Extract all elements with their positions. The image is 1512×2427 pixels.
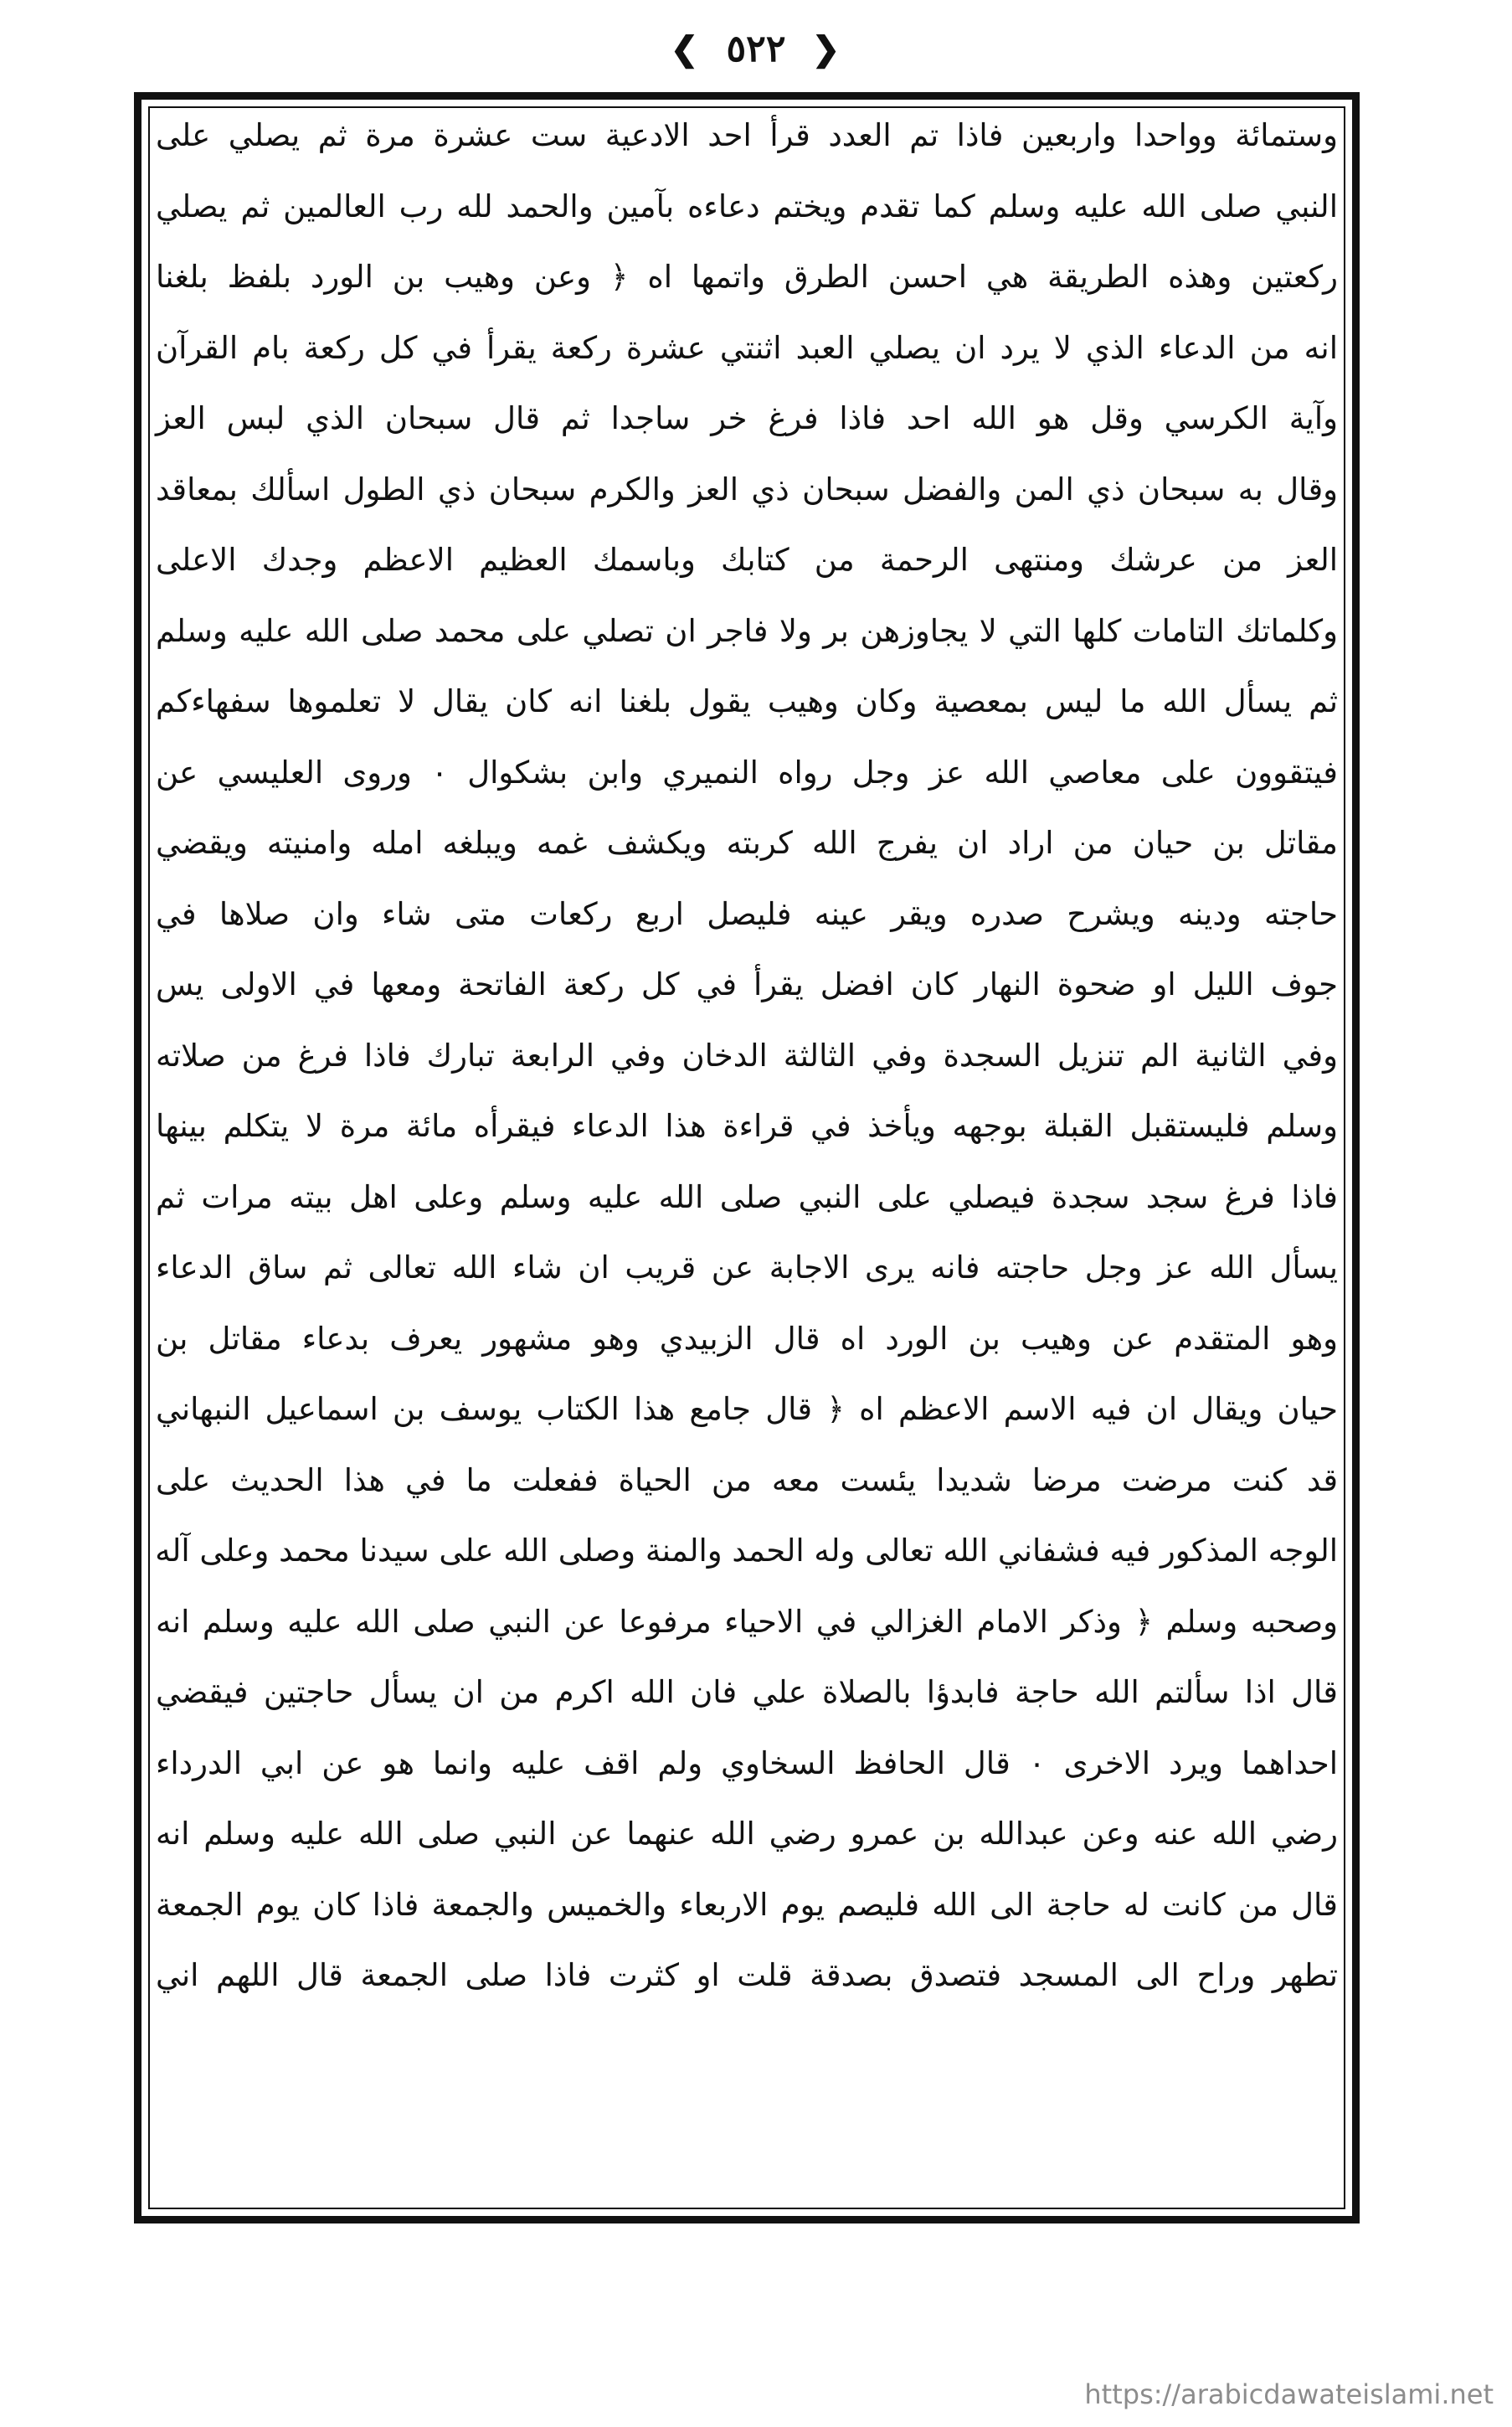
text-line: وهو المتقدم عن وهيب بن الورد اه قال الزبيدي وهو مشهور يعرف بدعاء مقاتل بن <box>156 1320 1338 1357</box>
text-line: حاجته ودينه ويشرح صدره ويقر عينه فليصل اربع ركعات متى شاء وان صلاها في <box>156 895 1338 932</box>
text-line: تطهر وراح الى المسجد فتصدق بصدقة قلت او كثرت فاذا صلى الجمعة قال اللهم اني <box>156 1957 1339 1993</box>
ornament-right-icon: ❯ <box>811 29 842 69</box>
text-line: حيان ويقال ان فيه الاسم الاعظم اه ﴿ قال جامع هذا الكتاب يوسف بن اسماعيل النبهاني <box>156 1391 1338 1427</box>
text-line: جوف الليل او ضحوة النهار كان افضل يقرأ في كل ركعة الفاتحة ومعها في الاولى يس <box>156 966 1338 1002</box>
text-line: الوجه المذكور فيه فشفاني الله تعالى وله الحمد والمنة وصلى الله على سيدنا محمد وعلى آله <box>155 1533 1338 1569</box>
text-line: فيتقوون على معاصي الله عز وجل رواه النميري وابن بشكوال ٠ وروى العليسي عن <box>156 754 1338 791</box>
text-line: فاذا فرغ سجد سجدة فيصلي على النبي صلى الله عليه وسلم وعلى اهل بيته مرات ثم <box>156 1178 1338 1215</box>
ornament-left-icon: ❮ <box>670 29 701 69</box>
text-line: قد كنت مرضت مرضا شديدا يئست معه من الحياة ففعلت ما في هذا الحديث على <box>156 1461 1339 1498</box>
text-line: وكلماتك التامات كلها التي لا يجاوزهن بر ولا فاجر ان تصلي على محمد صلى الله عليه وسلم <box>156 612 1338 649</box>
text-line: العز من عرشك ومنتهى الرحمة من كتابك وباسمك العظيم الاعظم وجدك الاعلى <box>156 542 1338 578</box>
text-line: وفي الثانية الم تنزيل السجدة وفي الثالثة الدخان وفي الرابعة تبارك فاذا فرغ من صلاته <box>156 1037 1338 1074</box>
page-number-header <box>0 25 1512 70</box>
text-line: احداهما ويرد الاخرى ٠ قال الحافظ السخاوي ولم اقف عليه وانما هو عن ابي الدرداء <box>156 1744 1338 1781</box>
text-line: وقال به سبحان ذي المن والفضل سبحان ذي العز والكرم سبحان ذي الطول اسألك بمعاقد <box>156 471 1339 508</box>
text-line: انه من الدعاء الذي لا يرد ان يصلي العبد اثنتي عشرة ركعة يقرأ في كل ركعة بام القرآن <box>156 329 1338 366</box>
body-text <box>151 100 1343 2012</box>
text-line: وصحبه وسلم ﴿ وذكر الامام الغزالي في الاحياء مرفوعا عن النبي صلى الله عليه وسلم انه <box>156 1603 1338 1640</box>
text-line: وسلم فليستقبل القبلة بوجهه ويأخذ في قراءة هذا الدعاء فيقرأه مائة مرة لا يتكلم بينها <box>156 1108 1338 1144</box>
text-line: مقاتل بن حيان من اراد ان يفرج الله كربته ويكشف غمه ويبلغه امله وامنيته ويقضي <box>156 825 1338 861</box>
text-line: النبي صلى الله عليه وسلم كما تقدم ويختم دعاءه بآمين والحمد لله رب العالمين ثم يصلي <box>156 188 1338 224</box>
text-line: يسأل الله عز وجل حاجته فانه يرى الاجابة عن قريب ان شاء الله تعالى ثم ساق الدعاء <box>156 1250 1338 1286</box>
text-line: قال اذا سألتم الله حاجة فابدؤا بالصلاة علي فان الله اكرم من ان يسأل حاجتين فيقضي <box>156 1674 1338 1710</box>
source-url[interactable]: https://arabicdawateislami.net <box>1084 2378 1494 2410</box>
text-line: قال من كانت له حاجة الى الله فليصم يوم الاربعاء والخميس والجمعة فاذا كان يوم الجمعة <box>156 1886 1338 1923</box>
text-line: وآية الكرسي وقل هو الله احد فاذا فرغ خر ساجدا ثم قال سبحان الذي لبس العز <box>156 400 1338 436</box>
text-line: ركعتين وهذه الطريقة هي احسن الطرق واتمها اه ﴿ وعن وهيب بن الورد بلفظ بلغنا <box>156 259 1338 295</box>
text-line: ثم يسأل الله ما ليس بمعصية وكان وهيب يقول بلغنا انه كان يقال لا تعلموها سفهاءكم <box>156 683 1338 719</box>
page-number: ٥٢٢ <box>726 28 786 70</box>
text-line: رضي الله عنه وعن عبدالله بن عمرو رضي الله عنهما عن النبي صلى الله عليه وسلم انه <box>156 1816 1338 1852</box>
text-line: وستمائة وواحدا واربعين فاذا تم العدد قرأ احد الادعية ست عشرة مرة ثم يصلي على <box>156 117 1338 153</box>
